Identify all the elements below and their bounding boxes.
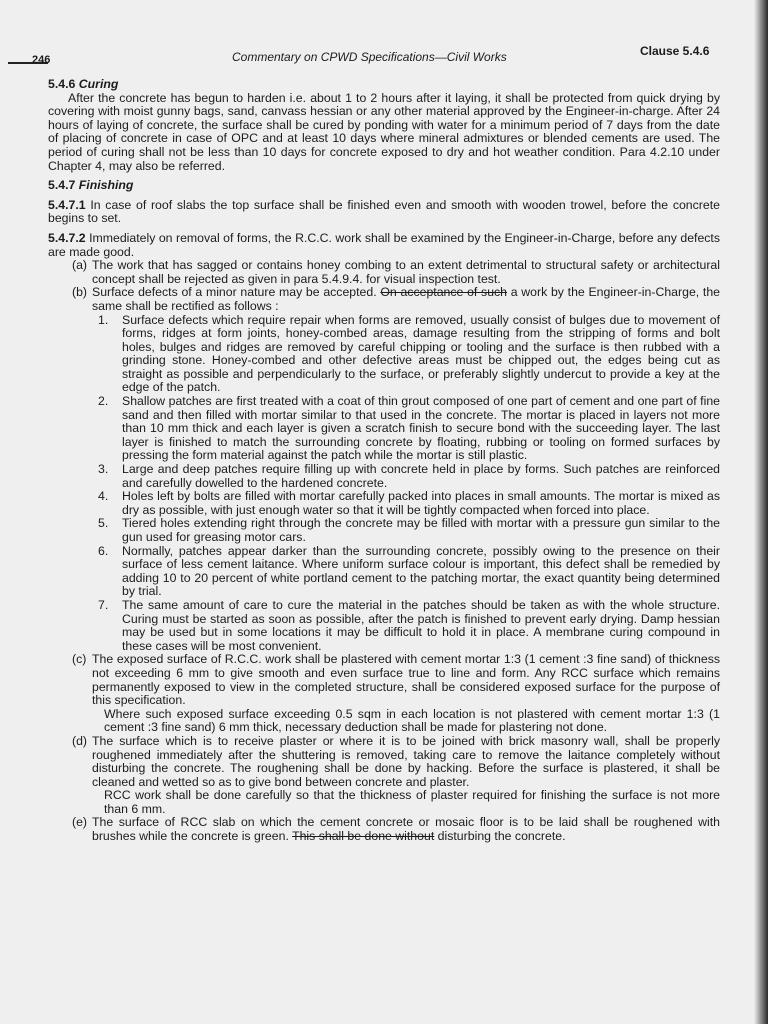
list-item-d-continuation: RCC work shall be done carefully so that the thickness of plaster required for finishing the surface is not more than 6 mm. xyxy=(104,788,720,816)
struck-text: On acceptance of such xyxy=(380,285,508,300)
list-item-a: (a) The work that has sagged or contains honey combing to an extent detrimental to structural safety or architectural concept shall be rejected as given in para 5.4.9.4. for visual inspection test. xyxy=(72,258,720,286)
section-heading-curing: 5.4.6 Curing xyxy=(48,77,119,91)
sub-list-item: 7. The same amount of care to cure the material in the patches should be taken as with the whole structure. Curing must be started as soon as possible, after the patch is finished to prevent early drying. Damp hessian may be used but in some locations it may be difficult to hold it in place. A membrane curing compound in these cases will be most convenient. xyxy=(98,597,720,653)
list-item-b: (b) Surface defects of a minor nature may be accepted. On acceptance of such a work by the Engineer-in-Charge, the same shall be rectified as follows : xyxy=(72,285,721,313)
sub-list-item: 6. Normally, patches appear darker than the surrounding concrete, possibly owing to the presence on their surface of less cement laitance. Where uniform surface colour is important, this defect shall be remedied by adding 10 to 20 percent of white portland cement to the patching mortar, the exact quantity being determined by trial. xyxy=(98,543,720,599)
sub-list-item: 4. Holes left by bolts are filled with mortar carefully packed into places in small amounts. The mortar is mixed as dry as possible, with just enough water so that it will be tightly compacted when forced into place. xyxy=(98,489,720,517)
struck-text: This shall be done without xyxy=(292,829,435,844)
list-item-c: (c) The exposed surface of R.C.C. work shall be plastered with cement mortar 1:3 (1 cement :3 fine sand) of thickness not exceeding 6 mm to give smooth and even surface true to line and form. Any RCC surface which remains permanently exposed to view in the completed structure, shall be considered exposed surface for the purpose of this specification. xyxy=(72,652,720,708)
page-edge-shadow xyxy=(754,0,768,1024)
running-title: Commentary on CPWD Specifications—Civil Works xyxy=(232,50,507,64)
page-body xyxy=(48,78,720,844)
sub-list-item: 5. Tiered holes extending right through the concrete may be filled with mortar with a pressure gun similar to the gun used for greasing motor cars. xyxy=(98,516,720,544)
list-item-c-continuation: Where such exposed surface exceeding 0.5 sqm in each location is not plastered with cement mortar 1:3 (1 cement :3 fine sand) 6 mm thick, necessary deduction shall be made for plastering not done. xyxy=(104,706,720,735)
section-heading-finishing: 5.4.7 Finishing xyxy=(48,178,134,193)
clause-5-4-7-1: 5.4.7.1 In case of roof slabs the top surface shall be finished even and smooth with wooden trowel, before the concrete begins to set. xyxy=(48,197,720,226)
clause-5-4-7-2: 5.4.7.2 Immediately on removal of forms, the R.C.C. work shall be examined by the Engineer-in-Charge, before any defects are made good. xyxy=(48,230,720,259)
running-header xyxy=(0,42,768,64)
page-number: 246 xyxy=(32,54,51,66)
sub-list-item: 3. Large and deep patches require filling up with concrete held in place by forms. Such patches are reinforced and carefully dowelled to the hardened concrete. xyxy=(98,462,720,490)
sub-list-item: 1. Surface defects which require repair when forms are removed, usually consist of bulges due to movement of forms, ridges at form joints, honey-combed areas, damage resulting from the stripping of forms and bolt holes, bulges and ridges are removed by careful chipping or tooling and the surface is then rubbed with a grinding stone. Honey-combed and other defective areas must be chipped out, the edges being cut as straight as possible and perpendicularly to the surface, or preferably slightly undercut to provide a key at the edge of the patch. xyxy=(98,312,720,395)
list-item-d: (d) The surface which is to receive plaster or where it is to be joined with brick masonry wall, shall be properly roughened immediately after the shuttering is removed, taking care to remove the laitance completely without disturbing the concrete. The roughening shall be done by hacking. Before the surface is plastered, it shall be cleaned and wetted so as to give bond between concrete and plaster. xyxy=(72,733,720,789)
sub-list-item: 2. Shallow patches are first treated with a coat of thin grout composed of one part of cement and one part of fine sand and then filled with mortar similar to that used in the concrete. The mortar is placed in layers not more than 10 mm thick and each layer is given a scratch finish to secure bond with the succeeding layer. The last layer is finished to match the surrounding concrete by floating, rubbing or tooling on formed surfaces by pressing the form material against the patch while the mortar is still plastic. xyxy=(98,394,720,463)
clause-number: Clause 5.4.6 xyxy=(640,44,710,58)
curing-paragraph: After the concrete has begun to harden i.e. about 1 to 2 hours after it laying, it shall be protected from quick drying by covering with moist gunny bags, sand, canvass hessian or any other material approved by the Engineer-in-charge. After 24 hours of laying of concrete, the surface shall be cured by ponding with water for a minimum period of 7 days from the date of placing of concrete in case of OPC and at least 10 days where mineral admixtures or blended cements are used. The period of curing shall not be less than 10 days for concrete exposed to dry and hot weather condition. Para 4.2.10 under Chapter 4, may also be referred. xyxy=(48,90,720,173)
list-item-e: (e) The surface of RCC slab on which the cement concrete or mosaic floor is to be laid shall be roughened with brushes while the concrete is green. This shall be done without disturbing the concrete. xyxy=(72,815,720,844)
